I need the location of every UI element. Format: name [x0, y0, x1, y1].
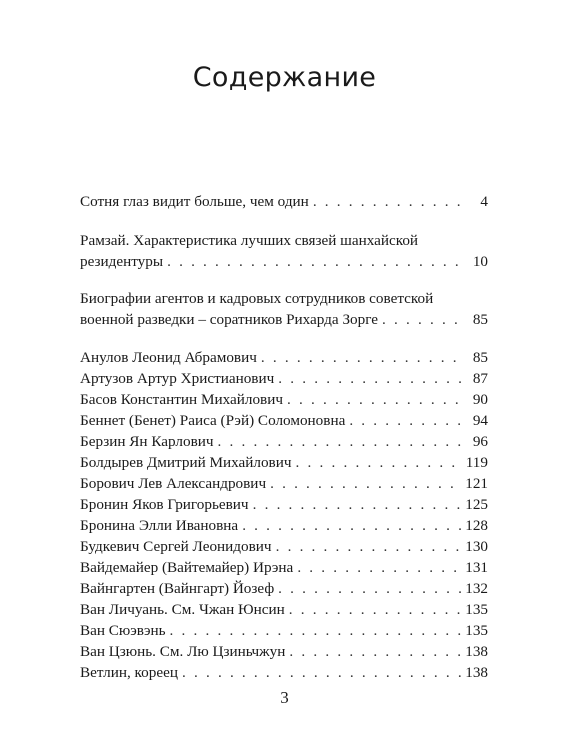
leader-dots: [289, 601, 461, 619]
toc-page-number: 125: [465, 496, 488, 513]
leader-dots: [270, 475, 461, 493]
toc-row[interactable]: [80, 517, 488, 538]
page-number: 3: [280, 688, 289, 707]
person-name: Берзин Ян Карлович: [80, 433, 214, 450]
toc-page-number: 87: [472, 370, 488, 387]
person-name: Ветлин, кореец: [80, 664, 178, 681]
leader-dots: [349, 412, 462, 430]
toc-page-number: 132: [465, 580, 488, 597]
person-name: Ван Цзюнь. См. Лю Цзиньчжун: [80, 643, 286, 660]
person-name: Бронин Яков Григорьевич: [80, 496, 249, 513]
leader-dots: [261, 349, 462, 367]
toc-row[interactable]: [80, 580, 488, 601]
toc-entry-title-continued: резидентуры: [80, 253, 164, 270]
toc-entry[interactable]: [80, 193, 488, 214]
page-title: Содержание: [192, 62, 377, 93]
person-name: Ван Личуань. См. Чжан Юнсин: [80, 601, 285, 618]
toc-row[interactable]: [80, 622, 488, 643]
leader-dots: [253, 496, 462, 514]
leader-dots: [167, 253, 462, 271]
leader-dots: [170, 622, 462, 640]
toc-entry[interactable]: [80, 232, 488, 274]
biography-list: [80, 349, 488, 685]
person-name: Беннет (Бенет) Раиса (Рэй) Соломоновна: [80, 412, 346, 429]
toc-entry-title: Рамзай. Характеристика лучших связей шанхайской: [80, 232, 419, 249]
person-name: Артузов Артур Христианович: [80, 370, 275, 387]
leader-dots: [182, 664, 461, 682]
leader-dots: [278, 370, 462, 388]
toc-page-number: 138: [465, 643, 488, 660]
person-name: Борович Лев Александрович: [80, 475, 267, 492]
toc-row[interactable]: [80, 496, 488, 517]
toc-page-number: 94: [472, 412, 488, 429]
leader-dots: [297, 559, 461, 577]
person-name: Анулов Леонид Абрамович: [80, 349, 257, 366]
person-name: Ван Сюэвэнь: [80, 622, 166, 639]
toc-page-number: 119: [465, 454, 488, 471]
toc-entry-title: Биографии агентов и кадровых сотрудников советской: [80, 290, 434, 307]
toc-row[interactable]: [80, 664, 488, 685]
toc-page-number: 138: [465, 664, 488, 681]
toc-page-number: 128: [465, 517, 488, 534]
toc-row[interactable]: [80, 433, 488, 454]
toc-page-number: 85: [472, 349, 488, 366]
toc-page-number: 96: [472, 433, 488, 450]
person-name: Болдырев Дмитрий Михайлович: [80, 454, 292, 471]
toc-page-number: 131: [465, 559, 488, 576]
person-name: Вайдемайер (Вайтемайер) Ирэна: [80, 559, 294, 576]
toc-page-number: 121: [465, 475, 488, 492]
toc-row[interactable]: [80, 370, 488, 391]
toc-page-number: 10: [472, 253, 488, 270]
leader-dots: [296, 454, 462, 472]
leader-dots: [382, 311, 462, 329]
toc-row[interactable]: [80, 454, 488, 475]
toc-row[interactable]: [80, 643, 488, 664]
person-name: Бронина Элли Ивановна: [80, 517, 239, 534]
toc-row[interactable]: [80, 349, 488, 370]
leader-dots: [218, 433, 462, 451]
toc-row[interactable]: [80, 559, 488, 580]
toc-page-number: 130: [465, 538, 488, 555]
toc-page-number: 135: [465, 622, 488, 639]
person-name: Басов Константин Михайлович: [80, 391, 283, 408]
toc-page-number: 90: [472, 391, 488, 408]
leader-dots: [278, 580, 461, 598]
person-name: Будкевич Сергей Леонидович: [80, 538, 272, 555]
toc-entry-title: Сотня глаз видит больше, чем один: [80, 193, 309, 210]
toc-page-number: 135: [465, 601, 488, 618]
toc-entry[interactable]: [80, 290, 488, 332]
person-name: Вайнгартен (Вайнгарт) Йозеф: [80, 580, 275, 597]
leader-dots: [287, 391, 462, 409]
toc-row[interactable]: [80, 601, 488, 622]
toc-page-number: 4: [480, 193, 488, 210]
toc-entry-title-continued: военной разведки – соратников Рихарда Зорге: [80, 311, 379, 328]
leader-dots: [242, 517, 461, 535]
toc-row[interactable]: [80, 475, 488, 496]
toc-row[interactable]: [80, 538, 488, 559]
toc-row[interactable]: [80, 412, 488, 433]
leader-dots: [313, 193, 462, 211]
leader-dots: [289, 643, 461, 661]
toc-row[interactable]: [80, 391, 488, 412]
leader-dots: [276, 538, 462, 556]
toc-page-number: 85: [472, 311, 488, 328]
